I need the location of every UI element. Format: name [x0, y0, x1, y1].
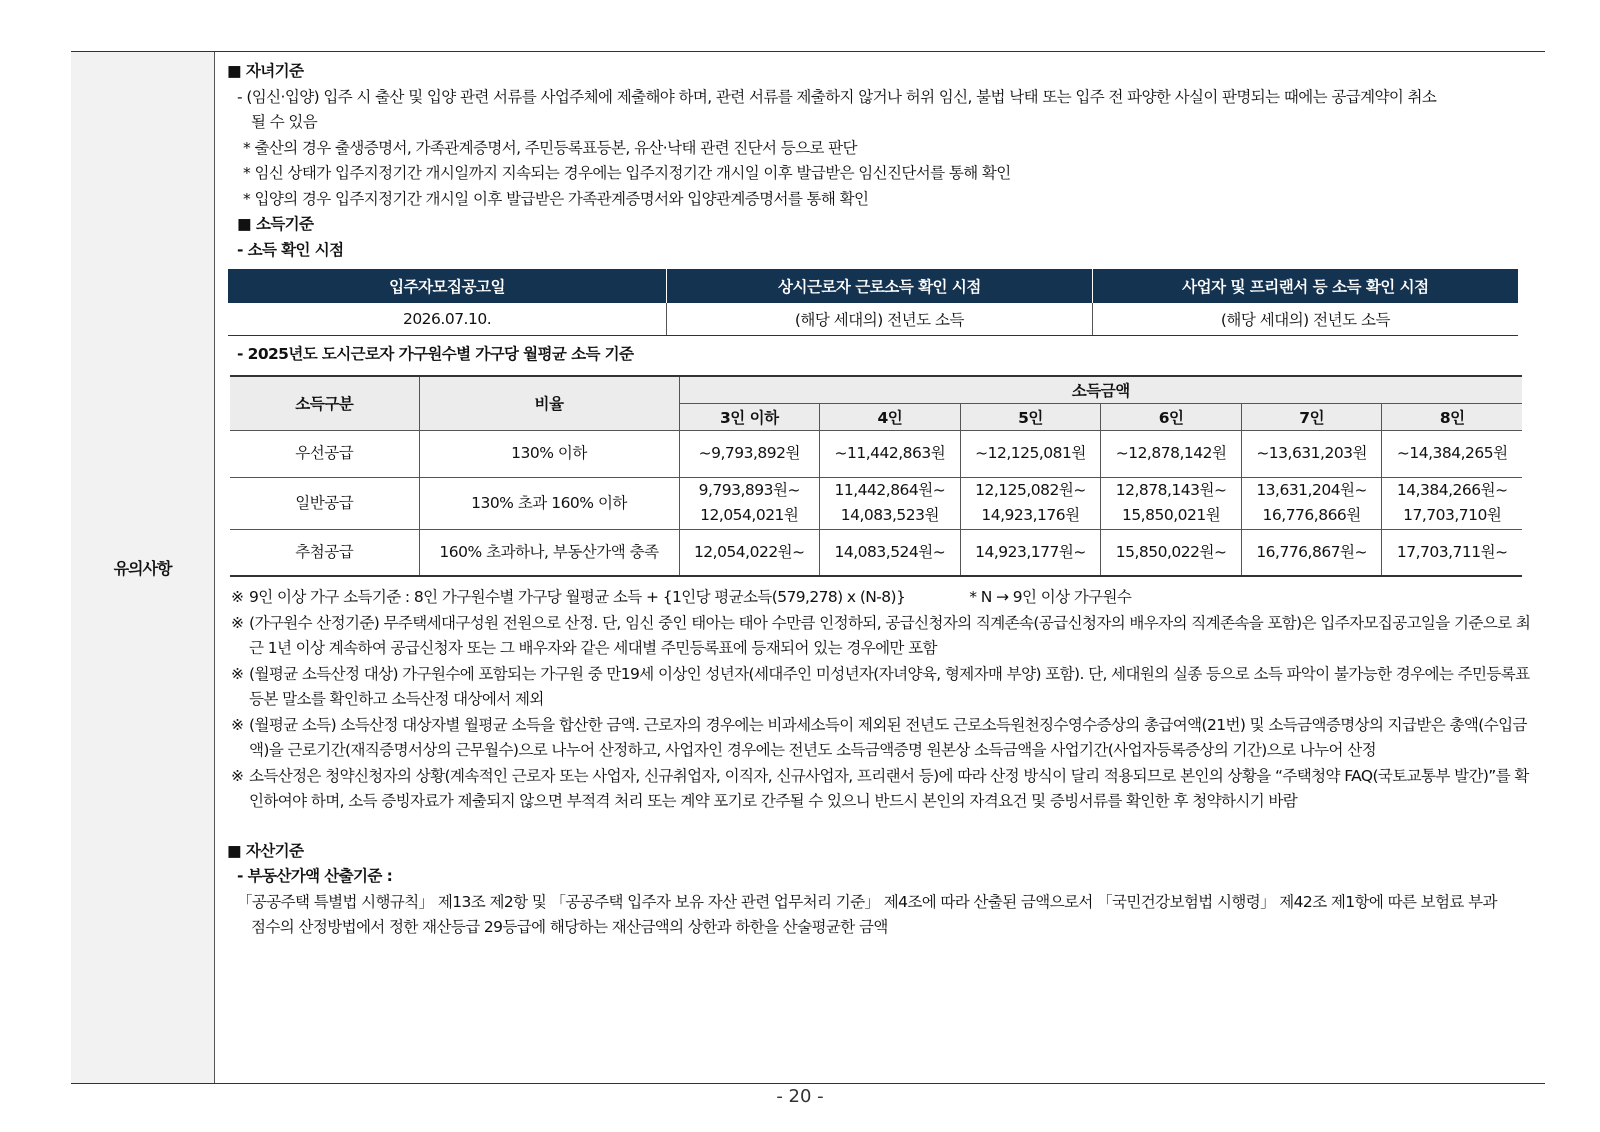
child-line: - (임신·입양) 입주 시 출산 및 입양 관련 서류를 사업주체에 제출해야 하며, 관련 서류를 제출하지 않거나 허위 임신, 불법 낙태 또는 입주 전 파양한 사실이 판명되는 때에는 공급계약이 취소 [237, 87, 1437, 106]
amount-cell [960, 477, 1101, 529]
amount-cell: 12,054,022원~ [679, 529, 820, 576]
note-mark: ※ [231, 613, 244, 632]
amount-cell: 15,850,022원~ [1101, 529, 1242, 576]
child-bullet-birth: * 출산의 경우 출생증명서, 가족관계증명서, 주민등록표등본, 유산·낙태 관련 진단서 등으로 판단 [243, 138, 857, 157]
income-standard-table [230, 375, 1522, 577]
note-text: (가구원수 산정기준) 무주택세대구성원 전원으로 산정. 단, 임신 중인 태아는 태아 수만큼 인정하되, 공급신청자의 직계존속(공급신청자의 배우자의 직계존속을 포함)은 입주자모집공고일을 기준으로 최근 1년 이상 계속하여 공급신청자 또는 그 배우자와 같은 세대별 주민등록표에 등재되어 있는 경우에만 포함 [249, 613, 1531, 657]
amount-from: 12,125,082원~ [975, 481, 1086, 499]
note-mark: ※ [231, 715, 244, 734]
note-mark: ※ [231, 766, 244, 785]
amount-cell: 16,776,867원~ [1241, 529, 1382, 576]
amount-cell [1101, 477, 1242, 529]
amount-from: 12,878,143원~ [1115, 481, 1227, 499]
amount-cell: 14,923,177원~ [960, 529, 1101, 576]
asset-heading: ■ 자산기준 [227, 841, 304, 860]
amount-to: 17,703,710원 [1403, 506, 1502, 524]
income-heading: ■ 소득기준 [237, 215, 314, 233]
asset-line-cont: 점수의 산정방법에서 정한 재산등급 29등급에 해당하는 재산금액의 상한과 하한을 산술평균한 금액 [251, 918, 888, 936]
amount-from: 9,793,893원~ [698, 481, 800, 499]
ratio-cell: 130% 이하 [419, 430, 679, 477]
amount-cell: ~14,384,265원 [1382, 430, 1522, 477]
amount-to: 16,776,866원 [1262, 506, 1361, 524]
ratio-header: 비율 [419, 376, 679, 430]
income-note [227, 662, 1545, 713]
income-note [227, 764, 1545, 815]
category-cell: 우선공급 [230, 430, 419, 477]
note-mark: ※ [231, 664, 244, 683]
income-note [227, 611, 1545, 662]
amount-to: 14,923,176원 [981, 506, 1080, 524]
amount-from: 11,442,864원~ [834, 481, 946, 499]
income-note [227, 713, 1545, 764]
household-size-header: 7인 [1241, 403, 1382, 430]
amount-to: 14,083,523원 [840, 506, 939, 524]
amount-cell [679, 477, 820, 529]
category-cell: 일반공급 [230, 477, 419, 529]
notice-frame [71, 51, 1545, 1084]
household-size-header: 5인 [960, 403, 1101, 430]
note-text: (월평균 소득) 소득산정 대상자별 월평균 소득을 합산한 금액. 근로자의 경우에는 비과세소득이 제외된 전년도 근로소득원천징수영수증상의 총급여액(21번) 및 소득금액증명상의 지급받은 총액(수입금액)을 근로기간(재직증명서상의 근무월수)으로 나누어 산정하고, 사업자인 경우에는 전년도 소득금액증명 원본상 소득금액을 사업기간(사업자등록증상의 기간)으로 나누어 산정 [249, 715, 1527, 759]
page-number: - 20 - [776, 1086, 824, 1107]
amount-to: 15,850,021원 [1121, 506, 1221, 524]
side-label-cell [71, 52, 215, 1083]
category-cell: 추첨공급 [230, 529, 419, 576]
household-size-header: 4인 [820, 403, 961, 430]
check-cell: (해당 세대의) 전년도 소득 [1092, 303, 1518, 335]
asset-line: 「공공주택 특별법 시행규칙」 제13조 제2항 및 「공공주택 입주자 보유 자산 관련 업무처리 기준」 제4조에 따라 산출된 금액으로서 「국민건강보험법 시행령」 제42조 제1항에 따른 보험료 부과 [237, 892, 1497, 911]
check-cell: 2026.07.10. [228, 303, 667, 335]
note-text: 소득산정은 청약신청자의 상황(계속적인 근로자 또는 사업자, 신규취업자, 이직자, 신규사업자, 프리랜서 등)에 따라 산정 방식이 달리 적용되므로 본인의 상황을 “주택청약 FAQ(국토교통부 발간)”를 확인하여야 하며, 소득 증빙자료가 제출되지 않으면 부적격 처리 또는 계약 포기로 간주될 수 있으니 반드시 본인의 자격요건 및 증빙서류를 확인한 후 청약하시기 바람 [249, 766, 1529, 810]
ratio-cell: 130% 초과 160% 이하 [419, 477, 679, 529]
amount-cell: ~13,631,203원 [1241, 430, 1382, 477]
amount-cell [820, 477, 961, 529]
amount-cell: ~9,793,892원 [679, 430, 820, 477]
child-bullet-pregnancy: * 임신 상태가 입주지정기간 개시일까지 지속되는 경우에는 입주지정기간 개시일 이후 발급받은 임신진단서를 통해 확인 [243, 164, 1011, 182]
check-cell: (해당 세대의) 전년도 소득 [667, 303, 1093, 335]
household-size-header: 8인 [1382, 403, 1522, 430]
note-text: (월평균 소득산정 대상) 가구원수에 포함되는 가구원 중 만19세 이상인 성년자(세대주인 미성년자(자녀양육, 형제자매 부양) 포함). 단, 세대원의 실종 등으로 소득 파악이 불가능한 경우에는 주민등록표등본 말소를 확인하고 소득산정 대상에서 제외 [249, 664, 1530, 708]
child-heading: ■ 자녀기준 [227, 62, 304, 80]
main-content [215, 52, 1545, 1083]
income-check-table [228, 269, 1518, 336]
amount-cell: ~12,878,142원 [1101, 430, 1242, 477]
amount-from: 13,631,204원~ [1256, 481, 1368, 499]
household-size-header: 3인 이하 [679, 403, 820, 430]
income-standard-subheading: - 2025년도 도시근로자 가구원수별 가구당 월평균 소득 기준 [237, 344, 634, 363]
household-size-header: 6인 [1101, 403, 1242, 430]
category-header: 소득구분 [230, 376, 419, 430]
amount-to: 12,054,021원 [700, 506, 799, 524]
note-text: 9인 이상 가구 소득기준 : 8인 가구원수별 가구당 월평균 소득 + {1인당 평균소득(579,278) x (N-8)} [249, 588, 906, 606]
side-label: 유의사항 [113, 559, 172, 578]
child-bullet-adoption: * 입양의 경우 입주지정기간 개시일 이후 발급받은 가족관계증명서와 입양관계증명서를 통해 확인 [243, 189, 869, 208]
amount-from: 14,384,266원~ [1396, 481, 1508, 499]
amount-cell: 14,083,524원~ [820, 529, 961, 576]
amount-cell: 17,703,711원~ [1382, 529, 1522, 576]
note-extra: * N → 9인 이상 가구원수 [969, 588, 1132, 606]
check-header: 입주자모집공고일 [228, 269, 667, 303]
check-header: 사업자 및 프리랜서 등 소득 확인 시점 [1092, 269, 1518, 303]
amount-header: 소득금액 [679, 376, 1522, 403]
child-line-cont: 될 수 있음 [251, 113, 318, 131]
amount-cell: ~12,125,081원 [960, 430, 1101, 477]
check-header: 상시근로자 근로소득 확인 시점 [667, 269, 1093, 303]
amount-cell [1382, 477, 1522, 529]
amount-cell [1241, 477, 1382, 529]
asset-subheading: - 부동산가액 산출기준 : [237, 867, 393, 885]
income-check-subheading: - 소득 확인 시점 [237, 240, 344, 259]
amount-cell: ~11,442,863원 [820, 430, 961, 477]
ratio-cell: 160% 초과하나, 부동산가액 충족 [419, 529, 679, 576]
income-note [227, 585, 1545, 611]
note-mark: ※ [231, 588, 244, 606]
